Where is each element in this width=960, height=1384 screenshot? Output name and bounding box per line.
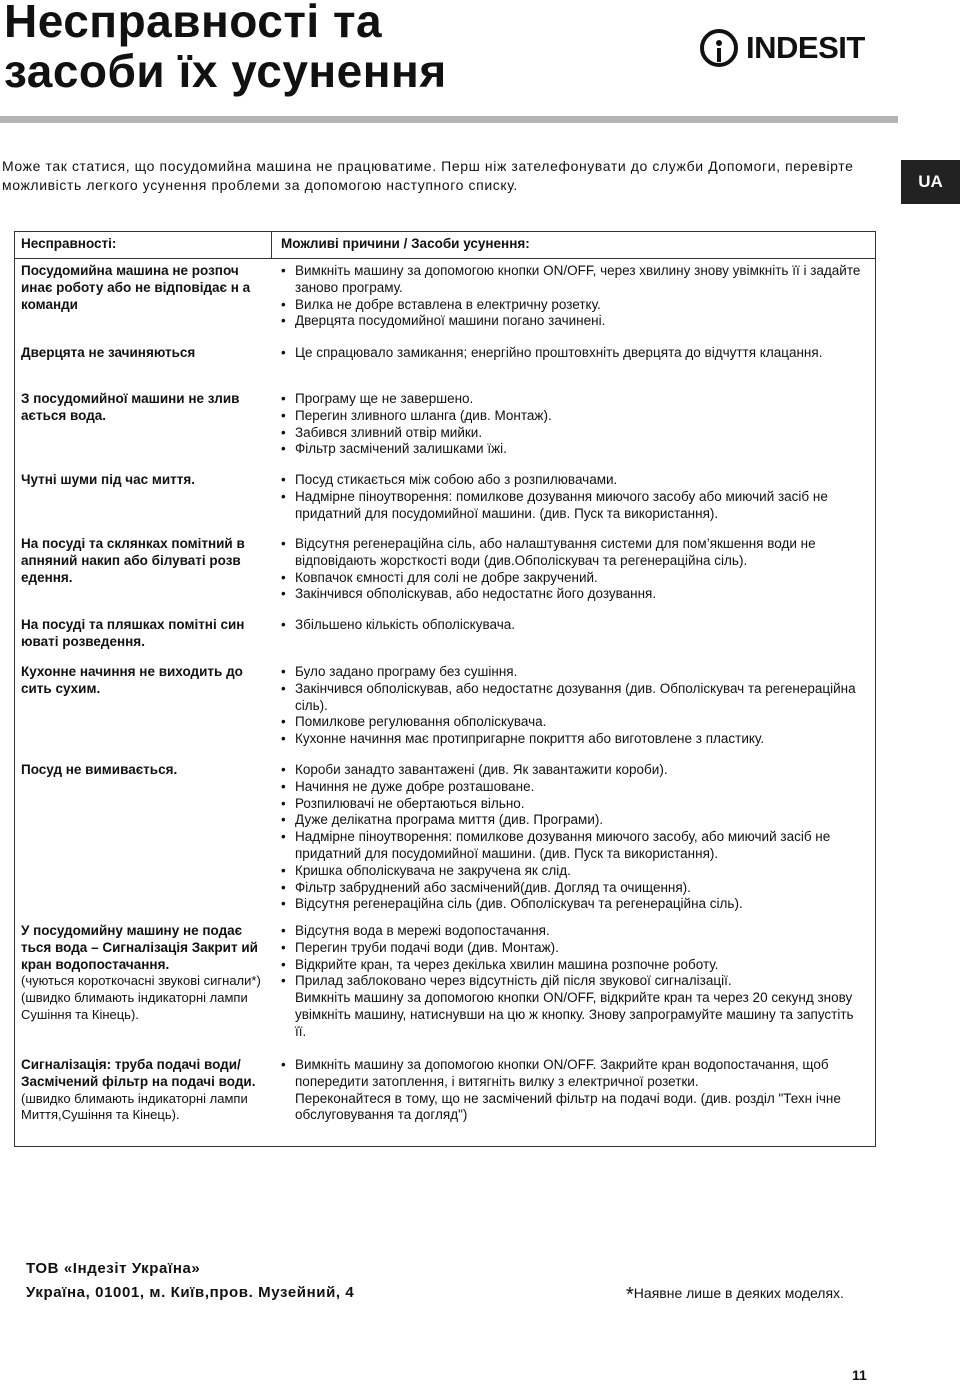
- solution-item: • Прилад заблоковано через відсутність дій після звукової сигналізації.: [281, 973, 867, 990]
- title-line-1: Несправності та: [4, 0, 383, 47]
- company-address: Україна, 01001, м. Київ,пров. Музейний, 4: [26, 1284, 355, 1301]
- problem-text: Посуд не вимивається.: [21, 762, 178, 777]
- problem-title: У посудомийну машину не подає ться вода – Сигналізація Закрит ий кран водопостачання.: [21, 923, 258, 972]
- problem-text: Посудомийна машина не розпоч инає роботу або не відповідає н а команди: [21, 263, 251, 312]
- solution-item: • Дуже делікатна програма миття (див. Програми).: [281, 812, 867, 829]
- solution-list: [281, 664, 867, 748]
- col-header-solutions: Можливі причини / Засоби усунення:: [281, 236, 530, 251]
- problem-text: На посуді та склянках помітний в апняний накип або білуваті розв едення.: [21, 536, 245, 585]
- solution-item: • Ковпачок ємності для солі не добре закручений.: [281, 570, 867, 587]
- solution-continuation: Переконайтеся в тому, що не засмічений фільтр на подачі води. (див. розділ "Техн ічне обслуговування та догляд"): [295, 1090, 841, 1123]
- title-line-2: засоби їх усунення: [4, 45, 447, 97]
- footnote-text: Наявне лише в деяких моделях.: [633, 1285, 844, 1301]
- solution-item: • Перегин труби подачі води (див. Монтаж).: [281, 940, 867, 957]
- brand-name: INDESIT: [746, 30, 865, 65]
- problem-text: На посуді та пляшках помітні син юваті розведення.: [21, 617, 245, 649]
- solution-item: • Розпилювачі не обертаються вільно.: [281, 796, 867, 813]
- solution-item: • Це спрацювало замикання; енергійно проштовхніть дверцята до відчуття клацання.: [281, 345, 867, 362]
- problem-text: Чутні шуми під час миття.: [21, 472, 196, 487]
- solution-item: • Фільтр засмічений залишками їжі.: [281, 441, 867, 458]
- solution-list: [281, 391, 867, 458]
- header-row-divider: [15, 258, 875, 259]
- problem-note: (чуються короткочасні звукові сигнали*) (швидко блимають індикаторні лампи Сушіння та Кінець).: [21, 973, 261, 1022]
- solution-list: [281, 345, 867, 362]
- solution-list: [281, 923, 867, 1041]
- solution-item: • Начиння не дуже добре розташоване.: [281, 779, 867, 796]
- page-number: 11: [852, 1367, 867, 1383]
- footnote: [626, 1284, 844, 1307]
- problem-text: [21, 923, 269, 1024]
- solution-list: [281, 472, 867, 522]
- solution-item: • Вилка не добре вставлена в електричну розетку.: [281, 297, 867, 314]
- solution-item: • Надмірне піноутворення: помилкове дозування миючого засобу, або миючий засіб не придатний для посудомийної машини. (див. Пуск та використання).: [281, 829, 867, 863]
- problem-text: Кухонне начиння не виходить до сить сухим.: [21, 664, 243, 696]
- page-title: [4, 0, 447, 96]
- problem-note: (швидко блимають індикаторні лампи Миття,Сушіння та Кінець).: [21, 1090, 248, 1123]
- solution-item: • Відкрийте кран, та через декілька хвилин машина розпочне роботу.: [281, 957, 867, 974]
- solution-item: • Відсутня регенераційна сіль, або налаштування системи для пом’якшення води не відповідають жорсткості води (див.Обполіскувач та регенераційна сіль).: [281, 536, 867, 570]
- problem-text: Дверцята не зачиняються: [21, 345, 196, 360]
- solution-item: • Кришка обполіскувача не закручена як слід.: [281, 863, 867, 880]
- solution-item: • Надмірне піноутворення: помилкове дозування миючого засобу або миючий засіб не придатний для посудомийної машини. (див. Пуск та використання).: [281, 489, 867, 523]
- solution-item: • Фільтр забруднений або засмічений(див. Догляд та очищення).: [281, 880, 867, 897]
- intro-text: Може так статися, що посудомийна машина не працюватиме. Перш ніж зателефонувати до служби Допомоги, перевірте можливість легкого усунення проблеми за допомогою наступного списку.: [2, 158, 854, 193]
- problem-text: З посудомийної машини не злив ається вода.: [21, 391, 240, 423]
- problem-title: Сигналізація: труба подачі води/ Засмічений фільтр на подачі води.: [21, 1057, 256, 1089]
- footer-address-block: [26, 1257, 354, 1305]
- solution-item: • Вимкніть машину за допомогою кнопки ON/OFF. Закрийте кран водопостачання, щоб попередити затоплення, і витягніть вилку з електричної розетки.: [281, 1057, 867, 1091]
- header-divider: [0, 116, 898, 123]
- solution-item: • Збільшено кількість обполіскувача.: [281, 617, 867, 634]
- footnote-star: *: [626, 1284, 634, 1306]
- company-name: ТОВ «Індезіт Україна»: [26, 1260, 201, 1277]
- solution-continuation: Вимкніть машину за допомогою кнопки ON/OFF, відкрийте кран та через 20 секунд знову увімкніть машину, натиснувши на цю ж кнопку. Знову запрограмуйте машину та запустіть її.: [295, 990, 854, 1039]
- solution-list: [281, 617, 867, 634]
- troubleshooting-table: [14, 231, 876, 1147]
- solution-item: • Забився зливний отвір мийки.: [281, 425, 867, 442]
- solution-list: [281, 1057, 867, 1124]
- solution-list: [281, 263, 867, 330]
- solution-item: • Відсутня вода в мережі водопостачання.: [281, 923, 867, 940]
- power-i-icon: [700, 29, 738, 67]
- solution-item: • Програму ще не завершено.: [281, 391, 867, 408]
- indesit-logo: [700, 26, 865, 70]
- solution-item: • Вимкніть машину за допомогою кнопки ON/OFF, через хвилину знову увімкніть її і задайте заново програму.: [281, 263, 867, 297]
- solution-item: • Відсутня регенераційна сіль (див. Обполіскувач та регенераційна сіль).: [281, 896, 867, 913]
- solution-item: • Короби занадто завантажені (див. Як завантажити короби).: [281, 762, 867, 779]
- solution-item: • Закінчився обполіскував, або недостатнє дозування (див. Обполіскувач та регенераційна сіль).: [281, 681, 867, 715]
- problem-text: [21, 1057, 269, 1124]
- col-header-problems: Несправності:: [21, 236, 117, 251]
- solution-item: • Закінчився обполіскував, або недостатнє його дозування.: [281, 586, 867, 603]
- language-tab: UA: [901, 160, 960, 204]
- solution-item: • Дверцята посудомийної машини погано зачинені.: [281, 313, 867, 330]
- header-column-divider: [271, 232, 272, 259]
- solution-item: • Перегин зливного шланга (див. Монтаж).: [281, 408, 867, 425]
- solution-list: [281, 536, 867, 603]
- solution-item: • Було задано програму без сушіння.: [281, 664, 867, 681]
- solution-item: • Помилкове регулювання обполіскувача.: [281, 714, 867, 731]
- solution-list: [281, 762, 867, 913]
- solution-item: • Посуд стикається між собою або з розпилювачами.: [281, 472, 867, 489]
- solution-item: • Кухонне начиння має протипригарне покриття або виготовлене з пластику.: [281, 731, 867, 748]
